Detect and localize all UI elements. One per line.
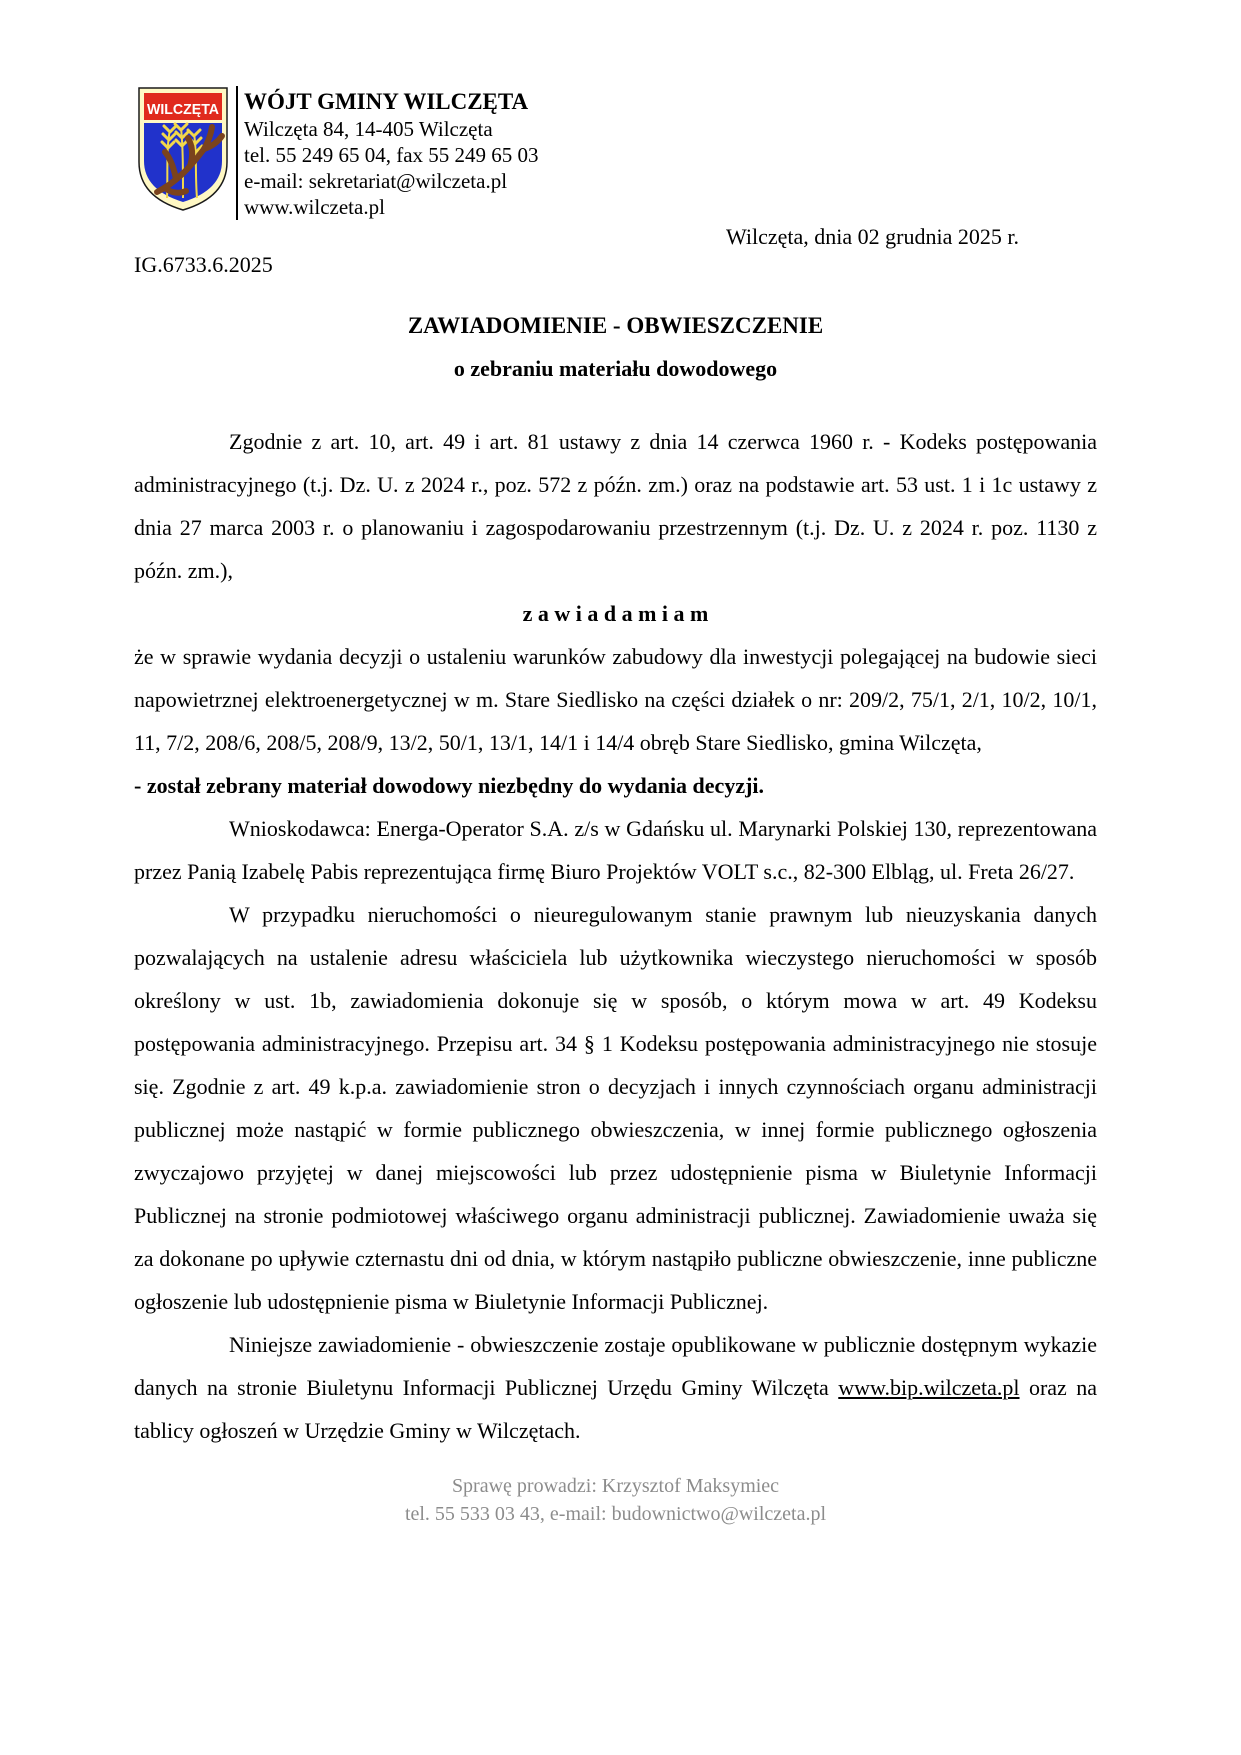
- org-phone: tel. 55 249 65 04, fax 55 249 65 03: [244, 143, 539, 167]
- municipal-crest-logo: [137, 86, 229, 212]
- paragraph-conclusion: - został zebrany materiał dowodowy niezbędny do wydania decyzji.: [134, 773, 765, 798]
- paragraph-kpa-provisions: W przypadku nieruchomości o nieuregulowanym stanie prawnym lub nieuzyskania danych pozwalających na ustalenie adresu właściciela lub użytkownika wieczystego nieruchomości w sposób określony w ust. 1b, zawiadomienia dokonuje się w sposób, o którym mowa w art. 49 Kodeksu postępowania administracyjnego. Przepisu art. 34 § 1 Kodeksu postępowania administracyjnego nie stosuje się. Zgodnie z art. 49 k.p.a. zawiadomienie stron o decyzjach i innych czynnościach organu administracji publicznej może nastąpić w formie publicznego obwieszczenia, w innej formie publicznego ogłoszenia zwyczajowo przyjętej w danej miejscowości lub przez udostępnienie pisma w Biuletynie Informacji Publicznej na stronie podmiotowej właściwego organu administracji publicznej. Zawiadomienie uważa się za dokonane po upływie czternastu dni od dnia, w którym nastąpiło publiczne obwieszczenie, inne publiczne ogłoszenie lub udostępnienie pisma w Biuletynie Informacji Publicznej.: [134, 902, 1097, 1314]
- paragraph-legal-basis: Zgodnie z art. 10, art. 49 i art. 81 ustawy z dnia 14 czerwca 1960 r. - Kodeks postępowania administracyjnego (t.j. Dz. U. z 2024 r., poz. 572 z późn. zm.) oraz na podstawie art. 53 ust. 1 i 1c ustawy z dnia 27 marca 2003 r. o planowaniu i zagospodarowaniu przestrzennym (t.j. Dz. U. z 2024 r. poz. 1130 z późn. zm.),: [134, 429, 1097, 583]
- notify-word: z a w i a d a m i a m: [522, 601, 709, 626]
- publication-text-before: Niniejsze zawiadomienie - obwieszczenie zostaje opublikowane w publicznie dostępnym wykazie danych na stronie Biuletynu Informacji Publicznej Urzędu Gminy Wilczęta: [134, 1332, 1097, 1400]
- org-website: www.wilczeta.pl: [244, 195, 385, 219]
- case-officer-line: Sprawę prowadzi: Krzysztof Maksymiec: [451, 1475, 780, 1497]
- org-name: WÓJT GMINY WILCZĘTA: [244, 89, 529, 114]
- footer-contact-line: tel. 55 533 03 43, e-mail: budownictwo@wilczeta.pl: [404, 1503, 827, 1525]
- org-address: Wilczęta 84, 14-405 Wilczęta: [244, 117, 493, 141]
- crest-banner-text: WILCZĘTA: [147, 101, 220, 118]
- paragraph-publication: [134, 1323, 1097, 1452]
- document-title: ZAWIADOMIENIE - OBWIESZCZENIE: [407, 313, 824, 338]
- date-line: Wilczęta, dnia 02 grudnia 2025 r.: [726, 224, 1019, 249]
- publication-text-after: oraz na tablicy ogłoszeń w Urzędzie Gminy w Wilczętach.: [134, 1375, 1097, 1443]
- letterhead-text: [238, 86, 539, 220]
- reference-number: IG.6733.6.2025: [134, 252, 273, 277]
- document-subtitle: o zebraniu materiału dowodowego: [453, 356, 778, 381]
- page-footer: [134, 1472, 1097, 1528]
- paragraph-applicant: Wnioskodawca: Energa-Operator S.A. z/s w Gdańsku ul. Marynarki Polskiej 130, reprezentowana przez Panią Izabelę Pabis reprezentująca firmę Biuro Projektów VOLT s.c., 82-300 Elbląg, ul. Freta 26/27.: [134, 816, 1097, 884]
- paragraph-case-description: że w sprawie wydania decyzji o ustaleniu warunków zabudowy dla inwestycji polegającej na budowie sieci napowietrznej elektroenergetycznej w m. Stare Siedlisko na części działek o nr: 209/2, 75/1, 2/1, 10/2, 10/1, 11, 7/2, 208/6, 208/5, 208/9, 13/2, 50/1, 13/1, 14/1 i 14/4 obręb Stare Siedlisko, gmina Wilczęta,: [134, 644, 1097, 755]
- letterhead: [134, 86, 1097, 220]
- document-body: [134, 420, 1097, 1452]
- bip-website-link[interactable]: www.bip.wilczeta.pl: [838, 1375, 1020, 1400]
- org-email: e-mail: sekretariat@wilczeta.pl: [244, 169, 508, 193]
